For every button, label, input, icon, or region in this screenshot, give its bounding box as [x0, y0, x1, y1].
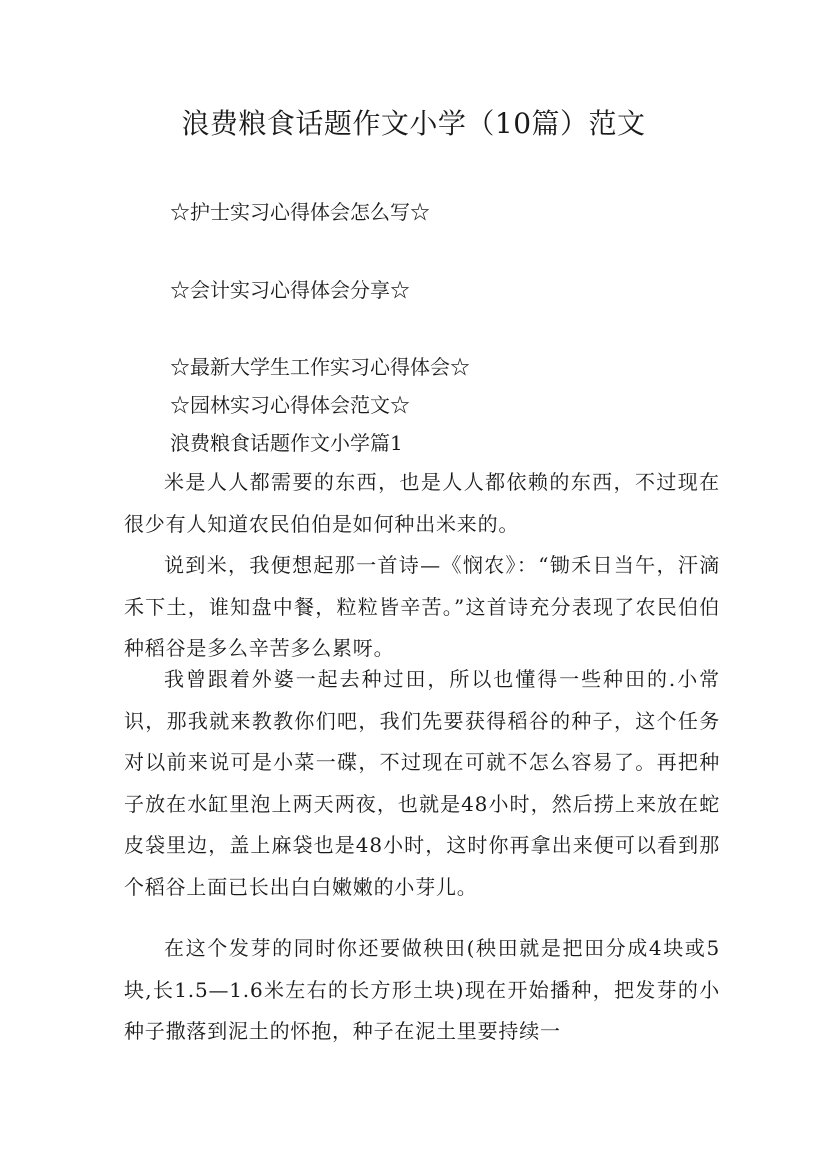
section-heading: 浪费粮食话题作文小学篇1 [170, 431, 403, 455]
related-link-landscape[interactable]: ☆园林实习心得体会范文☆ [170, 393, 410, 417]
paragraph-3: 我曾跟着外婆一起去种过田，所以也懂得一些种田的.小常识，那我就来教教你们吧，我们先要获得稻谷的种子，这个任务对以前来说可是小菜一碟，不过现在可就不怎么容易了。再把种子放在水缸里泡上两天两夜，也就是48小时，然后捞上来放在蛇皮袋里边，盖上麻袋也是48小时，这时你再拿出来便可以看到那个稻谷上面已长出白白嫩嫩的小芽儿。 [124, 667, 720, 899]
document-title: 浪费粮食话题作文小学（10篇）范文 [181, 107, 646, 140]
paragraph-1: 米是人人都需要的东西，也是人人都依赖的东西，不过现在很少有人知道农民伯伯是如何种出米来的。 [124, 470, 720, 536]
paragraph-4: 在这个发芽的同时你还要做秧田(秧田就是把田分成4块或5块,长1.5—1.6米左右的长方形土块)现在开始播种，把发芽的小种子撒落到泥土的怀抱，种子在泥土里要持续一 [124, 936, 720, 1043]
related-link-accounting[interactable]: ☆会计实习心得体会分享☆ [170, 278, 410, 302]
related-link-college[interactable]: ☆最新大学生工作实习心得体会☆ [170, 355, 470, 379]
paragraph-2: 说到米，我便想起那一首诗—《悯农》：“锄禾日当午，汗滴禾下土，谁知盘中餐，粒粒皆辛苦。”这首诗充分表现了农民伯伯种稻谷是多么辛苦多么累呀。 [124, 553, 720, 660]
related-link-nursing[interactable]: ☆护士实习心得体会怎么写☆ [170, 200, 430, 224]
